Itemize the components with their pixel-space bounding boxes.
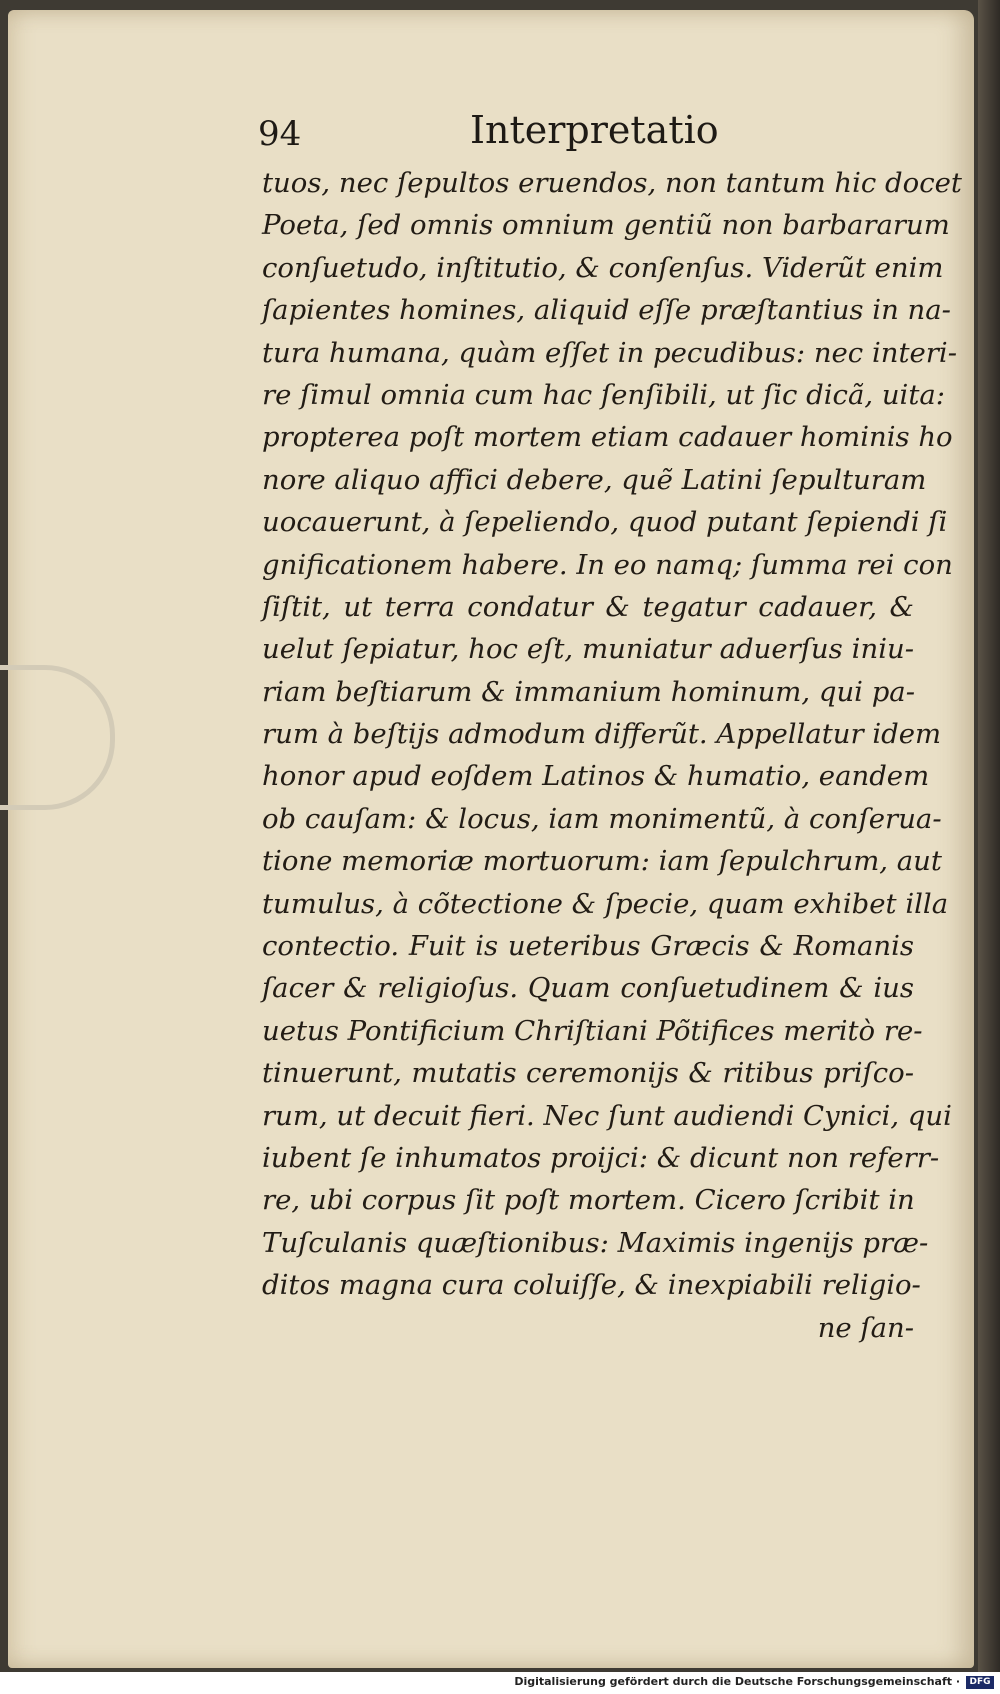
text-line: ſacer & religioſus. Quam conſuetudinem & ius (262, 972, 914, 1005)
text-line: contectio. Fuit is ueteribus Græcis & Romanis (262, 930, 914, 963)
text-line: propterea poſt mortem etiam cadauer hominis ho (262, 421, 953, 454)
text-line: tura humana, quàm eſſet in pecudibus: nec interi- (262, 336, 958, 369)
body-text (262, 162, 962, 1349)
text-line: Tuſculanis quæſtionibus: Maximis ingenijs præ- (262, 1226, 929, 1259)
text-line: uelut ſepiatur, hoc eſt, muniatur aduerſus iniu- (262, 633, 914, 666)
text-line: ſiſtit, ut terra condatur & tegatur cadauer, & (262, 590, 914, 623)
text-line: uocauerunt, à ſepeliendo, quod putant ſepiendi ſi (262, 506, 948, 539)
text-line: ob cauſam: & locus, iam monimentũ, à conſerua- (262, 802, 942, 835)
catchword: ne ſan- (817, 1311, 914, 1344)
footer-credit: Digitalisierung gefördert durch die Deutsche Forschungsgemeinschaft · (514, 1675, 960, 1688)
text-line: conſuetudo, inſtitutio, & conſenſus. Viderũt enim (262, 251, 944, 284)
text-line: gnificationem habere. In eo namq; ſumma rei con (262, 548, 953, 581)
text-line: rum, ut decuit fieri. Nec ſunt audiendi Cynici, qui (262, 1099, 952, 1132)
text-line: re ſimul omnia cum hac ſenſibili, ut ſic dicã, uita: (262, 378, 946, 411)
text-line: ſapientes homines, aliquid eſſe præſtantius in na- (262, 294, 951, 327)
digitization-footer (0, 1672, 1000, 1694)
text-line: honor apud eoſdem Latinos & humatio, eandem (262, 760, 930, 793)
page-number: 94 (258, 114, 302, 154)
text-line: riam beſtiarum & immanium hominum, qui pa- (262, 675, 915, 708)
page-header (258, 108, 918, 168)
text-line: tione memoriæ mortuorum: iam ſepulchrum, aut (262, 845, 942, 878)
text-line: iubent ſe inhumatos proijci: & dicunt non referr- (262, 1141, 940, 1174)
text-line: tumulus, à cõtectione & ſpecie, quam exhibet illa (262, 887, 949, 920)
text-line: uetus Pontificium Chriſtiani Põtifices meritò re- (262, 1014, 923, 1047)
text-line: ditos magna cura coluiſſe, & inexpiabili religio- (262, 1269, 921, 1302)
text-line: Poeta, ſed omnis omnium gentiũ non barbararum (262, 209, 950, 242)
text-line: re, ubi corpus ſit poſt mortem. Cicero ſcribit in (262, 1184, 915, 1217)
page-edge (978, 0, 1000, 1672)
text-line: tuos, nec ſepultos eruendos, non tantum hic docet (262, 167, 962, 199)
text-line: tinuerunt, mutatis ceremonijs & ritibus priſco- (262, 1057, 914, 1090)
running-head: Interpretatio (470, 108, 719, 152)
dfg-logo-icon: DFG (966, 1676, 994, 1689)
text-line: rum à beſtijs admodum differũt. Appellatur idem (262, 718, 942, 751)
text-line: nore aliquo affici debere, quẽ Latini ſepulturam (262, 463, 927, 496)
